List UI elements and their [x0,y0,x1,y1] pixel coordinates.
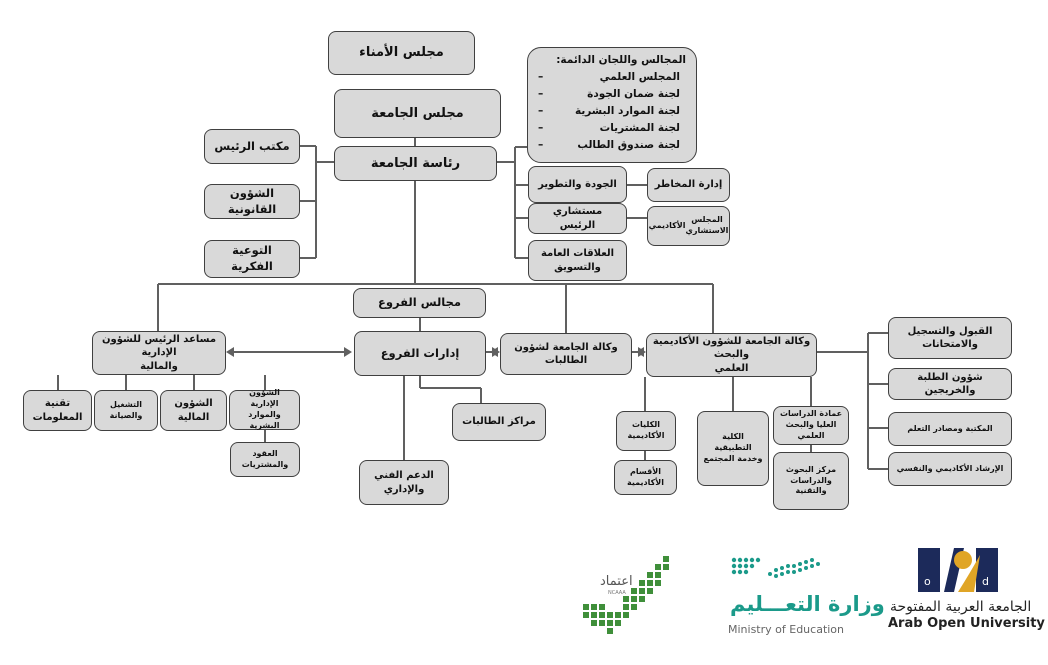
box-label: المكتبة ومصادر التعلم [907,423,993,433]
admin-hr-affairs-box [229,390,300,430]
box-label-line: الكلية التطبيقية [714,432,752,453]
box-label: مجلس الأمناء [359,45,444,61]
committee-label: المجلس العلمي [599,71,680,83]
library-box [888,412,1012,446]
box-label-line: التشغيل [109,399,143,409]
ministry-of-education-arabic-text: وزارة التعـــليم [730,592,885,616]
counseling-box [888,452,1012,486]
operation-maintenance-box [94,390,158,431]
box-label: مجلس الجامعة [371,105,464,121]
committee-item [538,120,686,137]
box-label-line: والامتحانات [922,339,978,350]
box-label-line: والصيانة [109,410,143,420]
committee-item [538,137,686,154]
box-label-line: الشؤون الإدارية [249,388,280,409]
risk-management-box [647,168,730,202]
committee-item [538,69,686,86]
box-label: الشؤون القانونية [227,185,277,216]
box-label-line: المالية [177,411,210,423]
committee-bullet: – [538,71,544,83]
academic-departments-box [614,460,677,495]
box-label-line: العلمي [714,362,749,374]
board-of-trustees-box [328,31,475,75]
student-affairs-box [888,368,1012,400]
box-label-line: والتسويق [554,261,601,273]
female-centers-box [452,403,546,441]
box-label-line: الأكاديمي [648,220,686,230]
assistant-president-admin-box [92,331,226,375]
contracts-procurement-box [230,442,300,477]
university-council-box [334,89,501,138]
box-label: مستشاري الرئيس [552,206,603,231]
box-label-line: العلاقات العامة [540,248,615,259]
legal-affairs-box [204,184,300,219]
public-relations-box [528,240,627,281]
committees-list [538,69,686,154]
box-label-line: المعلومات [32,411,83,423]
box-label-line: الشؤون [174,398,213,409]
box-label-line: مركز البحوث [785,464,837,474]
box-label: الأقسام الأكاديمية [627,466,664,487]
ministry-of-education-emblem-icon [730,556,820,586]
tech-admin-support-box [359,460,449,505]
president-office-box [204,129,300,164]
box-label: إدارة المخاطر [654,179,723,191]
committee-label: لجنة المشتريات [599,122,680,134]
box-label-line: مساعد الرئيس للشؤون الإدارية [101,333,217,359]
box-label-line: المجلس الاستشاري [685,215,729,235]
financial-affairs-box [160,390,227,431]
academic-advisory-council-box [647,206,730,246]
committees-title: المجالس واللجان الدائمة: [556,54,686,66]
box-label-line: والإداري [383,483,425,495]
box-label: الجودة والتطوير [538,178,617,190]
aou-english-name: Arab Open University [888,616,1045,631]
branches-administration-box [354,331,486,376]
information-technology-box [23,390,92,431]
vp-academic-research-box [646,333,817,377]
branches-councils-box [353,288,486,318]
committee-label: لجنة ضمان الجودة [587,88,680,100]
committee-item [538,103,686,120]
president-advisors-box [528,203,627,234]
box-label: رئاسة الجامعة [370,155,461,171]
committee-label: لجنة صندوق الطالب [577,139,680,151]
box-label-line: عمادة الدراسات [779,409,843,419]
svg-text:o: o [924,575,931,588]
box-label-line: تقنية [44,398,71,409]
ministry-of-education-english-text: Ministry of Education [728,623,845,636]
aou-arabic-name: الجامعة العربية المفتوحة [890,599,1032,615]
box-label: التوعية الفكرية [231,243,273,273]
box-label-line: وكالة الجامعة للشؤون الأكاديمية والبحث [652,335,811,361]
box-label-line: الأكاديمية [627,431,665,440]
box-label: مجالس الفروع [378,295,461,310]
quality-development-box [528,166,627,203]
box-label: وكالة الجامعة لشؤون الطالبات [514,341,618,366]
box-label-line: وخدمة المجتمع [703,453,763,463]
box-label-line: العقود [252,448,278,458]
research-center-box [773,452,849,510]
vp-female-students-box [500,333,632,375]
committee-bullet: – [538,122,544,134]
box-label: إدارات الفروع [380,345,460,360]
box-label: مراكز الطالبات [462,416,536,428]
box-label-line: والمالية [140,360,178,372]
box-label-line: الكليات [632,420,660,430]
committee-bullet: – [538,88,544,100]
box-label: شؤون الطلبة والخريجين [917,371,983,396]
admissions-box [888,317,1012,359]
committee-bullet: – [538,139,544,151]
svg-text:d: d [982,575,989,588]
committee-bullet: – [538,105,544,117]
box-label-line: العليا والبحث العلمي [785,420,837,440]
box-label-line: القبول والتسجيل [907,325,993,337]
box-label-line: والموارد البشرية [248,410,281,430]
box-label: الإرشاد الأكاديمي والنفسي [896,463,1004,473]
ncaaa-logo-text: اعتماد [600,574,633,589]
applied-college-box [697,411,769,486]
box-label-line: والدراسات والتقنية [790,475,832,496]
ncaaa-logo-subtext: NCAAA [608,590,626,596]
committee-label: لجنة الموارد البشرية [574,105,680,117]
academic-faculties-box [616,411,676,451]
committee-item [538,86,686,103]
graduate-studies-deanship-box [773,406,849,445]
arab-open-university-logo-icon [918,545,1000,595]
standing-committees-box [527,47,697,163]
intellectual-awareness-box [204,240,300,278]
box-label-line: والمشتريات [241,459,289,469]
box-label: مكتب الرئيس [214,138,290,153]
university-presidency-box [334,146,497,181]
box-label-line: الدعم الفني [374,470,434,481]
ncaaa-logo-icon [580,548,672,638]
